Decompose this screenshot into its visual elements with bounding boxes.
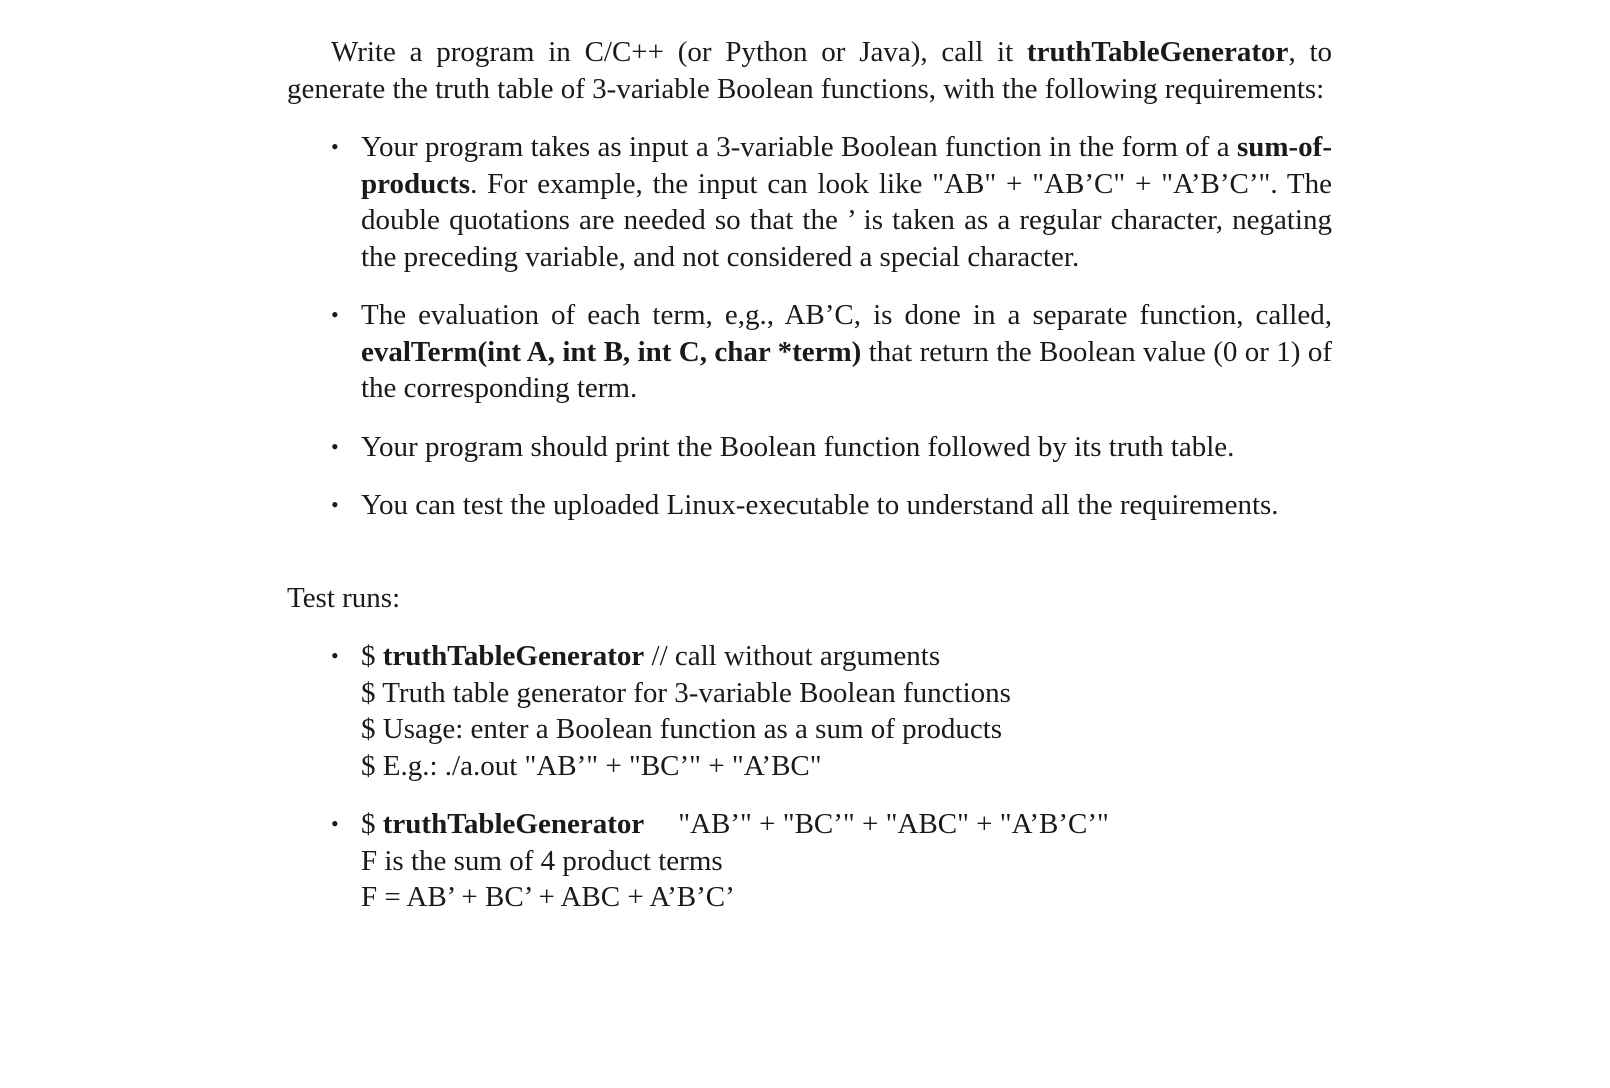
intro-text-2: , to generate the truth table of 3-variable Boolean functions, with the following requirements: — [287, 36, 1333, 105]
test-runs-list — [287, 638, 1332, 916]
command-name: truthTableGenerator — [382, 640, 645, 672]
intro-paragraph — [287, 34, 1332, 107]
intro-text-1: Write a program in C/C++ (or Python or Java), call it — [331, 36, 1027, 68]
bullet: • — [331, 811, 339, 836]
bullet: • — [331, 433, 339, 459]
program-name: truthTableGenerator — [1026, 36, 1289, 68]
test-command-line — [361, 806, 1332, 843]
test-command-line — [361, 638, 1332, 675]
output-line: F = AB’ + BC’ + ABC + A’B’C’ — [361, 881, 735, 913]
bullet: • — [331, 134, 339, 159]
document-page — [287, 34, 1332, 916]
bullet: • — [331, 492, 339, 517]
requirement-text: Your program should print the Boolean function followed by its truth table. — [361, 430, 1235, 463]
requirement-print-table — [287, 429, 1332, 466]
output-line: $ Truth table generator for 3-variable Boolean functions — [361, 676, 1011, 709]
requirement-text-1: The evaluation of each term, e,g., AB’C, is done in a separate function, called, — [361, 299, 1332, 331]
requirement-bold-function: evalTerm(int A, int B, int C, char *term) — [361, 335, 862, 368]
prompt: $ — [361, 808, 383, 840]
requirement-input-format — [287, 129, 1332, 275]
requirement-test-executable — [287, 487, 1332, 524]
output-line: $ Usage: enter a Boolean function as a sum of products — [361, 713, 1003, 745]
requirement-text: You can test the uploaded Linux-executable to understand all the requirements. — [361, 489, 1279, 521]
requirement-bold-sop: sum-of-products — [361, 131, 1332, 200]
test-run-with-args — [287, 806, 1332, 916]
output-line: F is the sum of 4 product terms — [361, 844, 723, 877]
test-runs-heading: Test runs: — [287, 581, 401, 614]
requirement-text-1: Your program takes as input a 3-variable Boolean function in the form of a — [361, 131, 1237, 163]
bullet: • — [331, 643, 339, 668]
requirement-text-2: . For example, the input can look like "AB" + "AB’C" + "A’B’C’". The double quotations are needed so that the ’ is taken as a regular character, negating the preceding variable, and not considered a special character. — [361, 167, 1332, 273]
requirements-list — [287, 129, 1332, 524]
test-run-no-args — [287, 638, 1332, 784]
bullet: • — [331, 302, 339, 327]
requirement-eval-term — [287, 297, 1332, 407]
requirement-text-2: that return the Boolean value (0 or 1) of the corresponding term. — [361, 335, 1333, 404]
command-args: "AB’" + "BC’" + "ABC" + "A’B’C’" — [678, 808, 1109, 840]
command-comment: // call without arguments — [644, 640, 941, 672]
output-line: $ E.g.: ./a.out "AB’" + "BC’" + "A’BC" — [361, 749, 822, 782]
command-name: truthTableGenerator — [382, 808, 645, 840]
prompt: $ — [361, 640, 383, 672]
